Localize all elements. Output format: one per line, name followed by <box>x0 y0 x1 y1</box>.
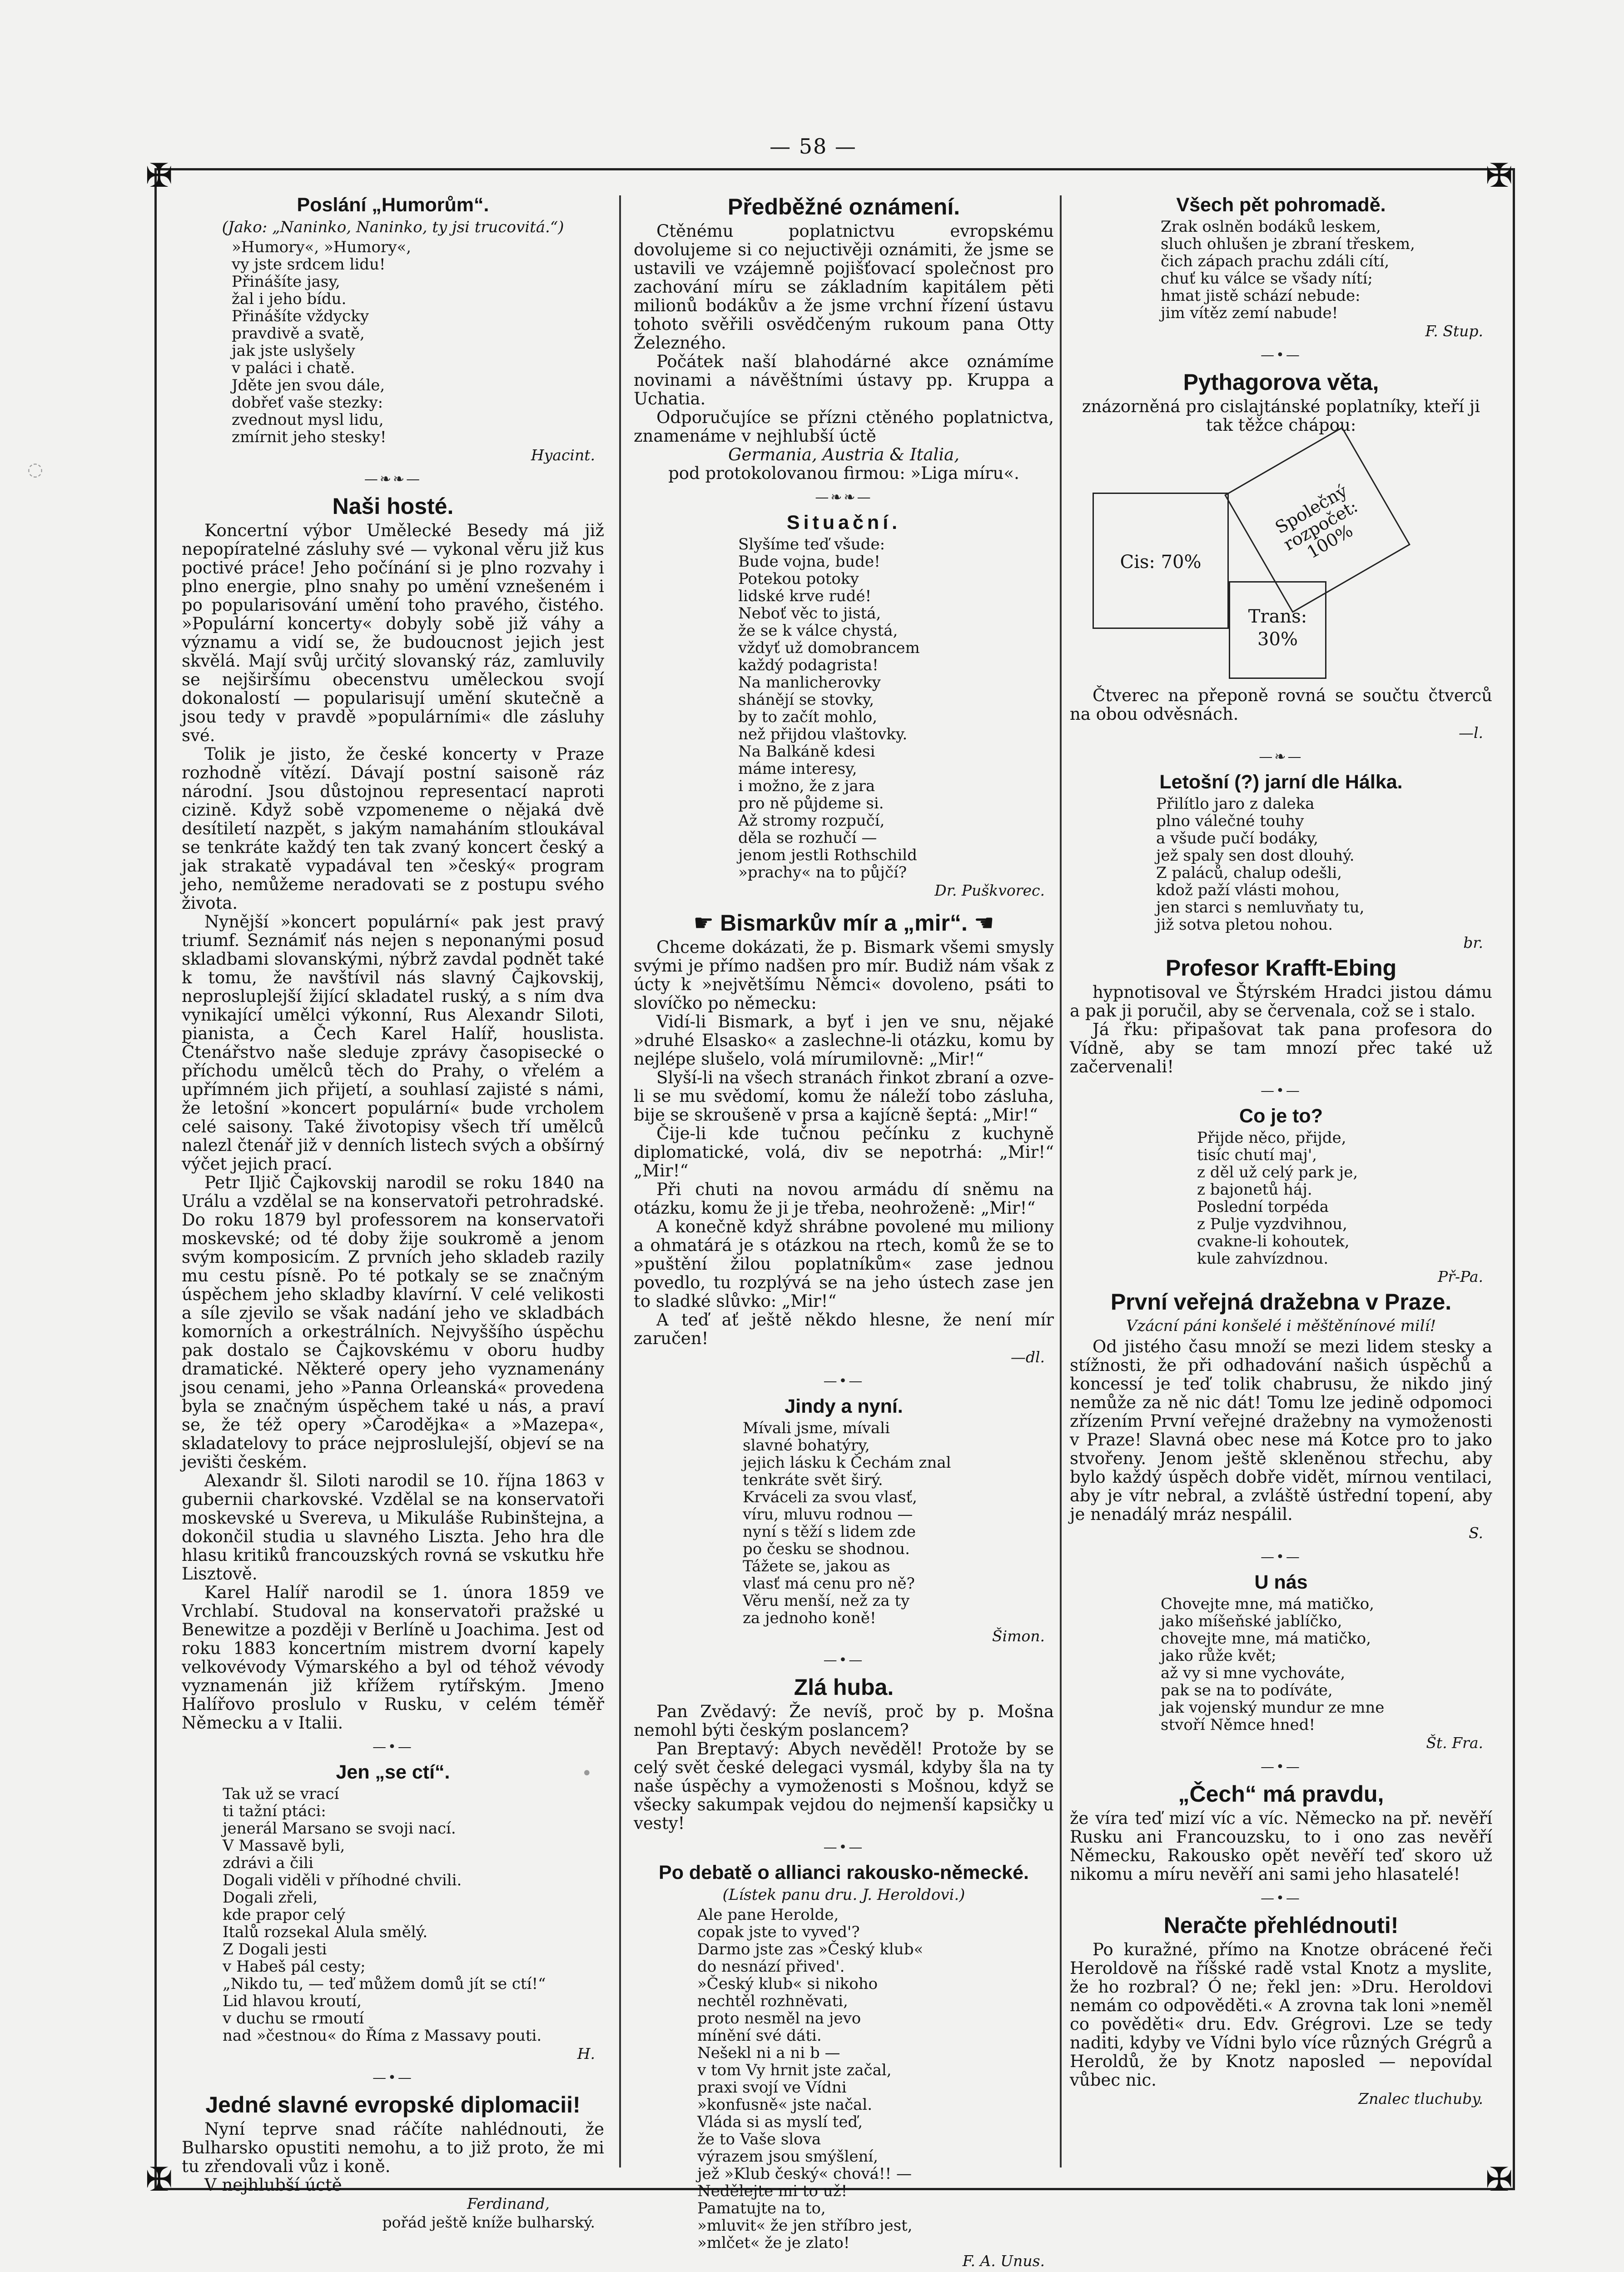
article-title: „Čech“ má pravdu, <box>1178 1781 1384 1807</box>
margin-stamp-mark: • <box>581 1763 592 1784</box>
article-title <box>634 910 1054 936</box>
verse-line: Věru menší, než za ty <box>743 1592 910 1610</box>
verse-line: do nesnází přived'. <box>697 1958 845 1976</box>
column-2 <box>634 191 1054 2270</box>
article-paragraph: Čtverec na přeponě rovná se součtu čtverců na obou odvěsnách. <box>1070 686 1492 724</box>
verse-line: tenkráte svět širý. <box>743 1471 883 1489</box>
verse-line: a všude pučí bodáky, <box>1156 829 1319 847</box>
verse-line: kdož paží vlásti mohou, <box>1156 881 1340 899</box>
pointing-hand-icon: ☛ <box>693 910 714 936</box>
section-divider: —•— <box>823 1839 864 1855</box>
article-paragraph: Při chuti na novou armádu dí sněmu na otázku, komu že ji je třeba, neohroženě: „Mir!“ <box>634 1180 1054 1218</box>
poem-verse <box>1070 1595 1492 1734</box>
poem-title: Jen „se ctí“. <box>336 1761 450 1783</box>
verse-line: Na manlicherovky <box>738 673 881 692</box>
article-title: První veřejná dražebna v Praze. <box>1110 1289 1452 1315</box>
verse-line: Z paláců, chalup odešli, <box>1156 864 1342 882</box>
verse-line: až vy si mne vychováte, <box>1161 1664 1346 1682</box>
article-paragraph: Nyní teprve snad ráčíte nahlédnouti, že Bulharsko opustiti nemohu, a to již proto, že mi tu zřendovali vůz i koně. <box>182 2119 604 2176</box>
section-divider: —•— <box>823 1373 864 1389</box>
verse-line: Tak už se vrací <box>223 1785 339 1803</box>
section-divider: —❧❧— <box>815 489 873 505</box>
verse-line: z děl už celý park je, <box>1197 1163 1358 1181</box>
verse-line: »Humory«, »Humory«, <box>232 238 412 256</box>
verse-line: Lid hlavou kroutí, <box>223 1992 362 2010</box>
verse-line: ti tažní ptáci: <box>223 1802 326 1820</box>
article-title: Jedné slavné evropské diplomacii! <box>205 2092 581 2118</box>
verse-line: lidské krve rudé! <box>738 587 872 605</box>
article-paragraph: Tolik je jisto, že české koncerty v Praze rozhodně vítězí. Dávají postní saisoně ráz národní. Jsou důstojnou representací naproti cizině. Když sobě vzpomeneme o nějaká dvě desítiletí nazpět, s jakým namaháním stloukával se tenkráte každý ten tak zvaný koncert český a jak strakatě vypadával ten »český« program jeho, nemůžeme neradovati se z postupu svého života. <box>182 744 604 913</box>
verse-line: copak jste to vyved'? <box>697 1923 860 1941</box>
author-signature: Šimon. <box>992 1627 1045 1645</box>
author-signature: br. <box>1463 934 1483 952</box>
verse-line: »mluvit« že jen stříbro jest, <box>697 2217 913 2235</box>
verse-line: vy jste srdcem lidu! <box>232 255 386 274</box>
verse-line: shánějí se stovky, <box>738 691 874 709</box>
verse-line: nyní s těží s lidem zde <box>743 1523 916 1541</box>
poem-verse <box>1070 1129 1492 1267</box>
verse-line: pravdivě a svatě, <box>232 324 365 343</box>
verse-line: dobřeť vaše stezky: <box>232 394 383 412</box>
verse-line: V Massavě byli, <box>223 1837 345 1855</box>
verse-line: jak jste uslyšely <box>232 342 355 360</box>
section-divider: —•— <box>823 1652 864 1668</box>
author-signature: Hyacint. <box>531 446 595 464</box>
verse-line: plno válečné touhy <box>1156 812 1304 830</box>
verse-line: Tážete se, jakou as <box>743 1557 890 1575</box>
article-paragraph: Karel Halíř narodil se 1. února 1859 ve Vrchlabí. Studoval na konservatoři pražské u Benewitze a později v Berlíně u Joachima. Jest od roku 1883 koncertním mistrem dvorní kapely velkovévody Výmarského a byl od téhož vévody vyznamenán již křížem rytířským. Jmeno Halířovo proslulo v Rusku, v celém téměř Německu a v Italii. <box>182 1583 604 1733</box>
verse-line: praxi svojí ve Vídni <box>697 2078 847 2097</box>
author-signature: F. A. Unus. <box>962 2252 1045 2270</box>
corner-ornament-icon: ✠ <box>1485 156 1513 194</box>
verse-line: jež spaly sen dost dlouhý. <box>1156 847 1355 865</box>
section-divider: —•— <box>1261 1890 1301 1906</box>
verse-line: Neboť věc to jistá, <box>738 604 881 623</box>
verse-line: Krváceli za svou vlasť, <box>743 1488 917 1506</box>
author-signature: S. <box>1469 1524 1483 1542</box>
verse-line: jim vítěz zemí nabude! <box>1161 304 1338 322</box>
column-1 <box>182 191 604 2232</box>
verse-line: žal i jeho bídu. <box>232 290 347 308</box>
verse-line: „Nikdo tu, — teď můžem domů jít se ctí!“ <box>223 1975 546 1993</box>
verse-line: hmat jistě schází nebude: <box>1161 287 1361 305</box>
article-paragraph: Odporučujíce se přízni ctěného poplatnictva, znamenáme v nejhlubší úctě <box>634 408 1054 446</box>
section-divider: —•— <box>1261 347 1301 363</box>
author-signature: Znalec tluchuby. <box>1358 2090 1483 2108</box>
article-body <box>634 938 1054 1348</box>
article-body <box>182 521 604 1732</box>
author-signature: Ferdinand, <box>467 2195 550 2212</box>
verse-line: Přinášíte jasy, <box>232 273 340 291</box>
poem-title: Poslání „Humorům“. <box>297 194 489 216</box>
verse-line: děla se rozhučí — <box>738 829 877 847</box>
verse-line: výrazem jsou smýšlení, <box>697 2147 879 2166</box>
article-paragraph: Vidí-li Bismark, a byť i jen ve snu, nějaké »druhé Elsasko« a zaslechne-li otázku, komu by nejlépe slušelo, volá mírumilovně: „Mir!“ <box>634 1012 1054 1069</box>
poem-verse <box>182 1785 604 2044</box>
verse-line: v paláci i chatě. <box>232 359 355 377</box>
author-signature: —l. <box>1458 724 1483 742</box>
article-body <box>1070 983 1492 1076</box>
verse-line: Mívali jsme, mívali <box>743 1419 890 1437</box>
verse-line: Dogali zřeli, <box>223 1888 318 1907</box>
author-signature: —dl. <box>1010 1348 1045 1366</box>
article-paragraph: Pan Zvědavý: Že nevíš, proč by p. Mošna nemohl býti českým poslancem? <box>634 1702 1054 1740</box>
verse-line: že to Vaše slova <box>697 2130 821 2148</box>
verse-line: máme interesy, <box>738 760 857 778</box>
verse-line: »prachy« na to půjčí? <box>738 863 907 882</box>
verse-line: Potekou potoky <box>738 570 859 588</box>
poem-verse <box>182 239 604 446</box>
article-paragraph: Od jistého času množí se mezi lidem stesky a stížnosti, že při odhadování našich úspěchů a koncessí je teď tolik chabrusu, že nikdo jiný nemůže za ně nic dát! Tomu lze jedině odpomoci zřízením První veřejné dražebny na vymoženosti v Praze! Slavná obec nese má Kotce pro to jako stvořeny. Jenom ještě skleněnou střechu, aby bylo každý úspěch dobře vidět, mírnou ventilaci, aby je vítr nebral, a zvláště ústřední topení, aby je nenadálý mráz nespálil. <box>1070 1337 1492 1524</box>
poem-verse <box>634 536 1054 881</box>
verse-line: Chovejte mne, má matičko, <box>1161 1595 1375 1613</box>
verse-line: jen starci s nemluvňaty tu, <box>1156 898 1365 917</box>
verse-line: pro ně půjdeme si. <box>738 794 884 812</box>
corner-ornament-icon: ✠ <box>1485 2160 1513 2198</box>
verse-line: stvoří Němce hned! <box>1161 1716 1316 1734</box>
section-divider: —•— <box>372 2070 413 2086</box>
poem-verse <box>1070 218 1492 322</box>
verse-line: než přijdou vlaštovky. <box>738 725 908 743</box>
verse-line: v duchu se rmoutí <box>223 2009 364 2028</box>
article-paragraph: Petr Iljič Čajkovskij narodil se roku 1840 na Urálu a vzdělal se na konservatoři petrohradské. Do roku 1879 byl professorem na konservatoři moskevské; od té doby žije soukromě a jenom svým komposicím. Z prvních jeho skladeb razily mu cestu písně. Po té potkaly se se značným úspěchem jeho skladby klavírní. V celé velikosti a síle zjevilo se však nadání jeho ve skladbách komorních a orkestrálních. Nejvyššího úspěchu pak dostalo se Čajkovskému v oboru hudby dramatické. Některé opery jeho vyznamenány jsou cenami, jeho »Panna Orleanská« provedena byla se značným úspěchem také u nás, a praví se, že též opery »Čarodějka« a »Mazepa«, skladatelovy to práce nejproslulejší, objeví se na jevišti českém. <box>182 1173 604 1472</box>
article-paragraph: Slyší-li na všech stranách řinkot zbraní a ozve-li se mu svědomí, komu že náleží tobo zásluha, bije se skroušeně v prsa a kajícně šeptá: „Mir!“ <box>634 1068 1054 1125</box>
article-title: Zlá huba. <box>794 1674 894 1700</box>
article-paragraph: A teď ať ještě někdo hlesne, že není mír zaručen! <box>634 1310 1054 1348</box>
verse-line: zdrávi a čili <box>223 1854 313 1872</box>
article-paragraph: Čije-li kde tučnou pečínku z kuchyně diplomatické, volá, div se nepotrhá: „Mir!“ „Mir!“ <box>634 1124 1054 1181</box>
verse-line: Dogali viděli v příhodné chvili. <box>223 1871 462 1889</box>
letter-closing: V nejhlubší úctě <box>204 2175 342 2195</box>
article-title: Pythagorova věta, <box>1183 369 1379 395</box>
verse-line: jako růže květ; <box>1161 1647 1276 1665</box>
verse-line: slavné bohatýry, <box>743 1436 870 1455</box>
poem-title: Jindy a nyní. <box>785 1395 903 1417</box>
article-subtitle: znázorněná pro cislajtánské poplatníky, kteří ji tak těžce chápou: <box>1082 397 1480 435</box>
verse-line: kde prapor celý <box>223 1906 346 1924</box>
verse-line: by to začít mohlo, <box>738 708 878 726</box>
firm-line: pod protokolovanou firmou: »Liga míru«. <box>668 463 1019 483</box>
verse-line: Italů rozsekal Alula smělý. <box>223 1923 428 1941</box>
verse-line: každý podagrista! <box>738 656 879 674</box>
poem-title: Situační. <box>786 512 901 533</box>
verse-line: jejich lásku k Čechám znal <box>743 1454 951 1472</box>
article-paragraph: že víra teď mizí víc a víc. Německo na př. nevěří Rusku ani Francouzsku, to i ono zas nevěří Německu, Rakousko opět nevěří teď skoro už nikomu a míru nevěří ani sami jeho hlasatelé! <box>1070 1809 1492 1884</box>
section-divider: —•— <box>1261 1083 1301 1099</box>
verse-line: chuť ku válce se všady nítí; <box>1161 269 1373 288</box>
verse-line: čich zápach prachu zdáli cítí, <box>1161 252 1390 270</box>
verse-line: »konfusně« jste načal. <box>697 2096 873 2114</box>
margin-stamp-mark: ◌ <box>27 459 43 480</box>
verse-line: nad »čestnou« do Říma z Massavy pouti. <box>223 2027 542 2045</box>
article-title: Naši hosté. <box>332 493 454 519</box>
poem-subtitle: (Lístek panu dru. J. Heroldovi.) <box>722 1886 965 1904</box>
verse-line: jenom jestli Rothschild <box>738 846 917 864</box>
poem-title: U nás <box>1254 1571 1308 1593</box>
verse-line: chovejte mne, má matičko, <box>1161 1629 1371 1648</box>
article-paragraph: A konečně když shrábne povolené mu miliony a ohmatárá je s otázkou na rtech, komů že se to »puštění žilou poplatníkům« zase jednou povedlo, tu rozplývá se na jeho ústech zase jen to sladké slůvko: „Mir!“ <box>634 1217 1054 1311</box>
poem-title: Po debatě o allianci rakousko-německé. <box>659 1862 1029 1883</box>
article-body <box>634 222 1054 445</box>
poem-title: Letošní (?) jarní dle Hálka. <box>1159 771 1403 793</box>
section-divider: —❧❧— <box>364 471 422 487</box>
verse-line: tisíc chutí maj', <box>1197 1146 1317 1164</box>
verse-line: zmírnit jeho stesky! <box>232 428 387 446</box>
verse-line: Ale pane Herolde, <box>697 1906 839 1924</box>
article-paragraph: Alexandr šl. Siloti narodil se 10. října 1863 v gubernii charkovské. Vzdělal se na konservatoři moskevské u Svereva, u Mikuláše Rubinštejna, a dokončil studia u slavného Liszta. Jeho hra dle hlasu kritiků francouzských rovná se vskutku hře Lisztově. <box>182 1471 604 1584</box>
section-divider: —•— <box>1261 1549 1301 1565</box>
verse-line: jak vojenský mundur ze mne <box>1161 1699 1385 1717</box>
article-subtitle: Vzácní páni konšelé i měštěnínové milí! <box>1126 1317 1436 1335</box>
verse-line: vždyť už domobrancem <box>738 639 920 657</box>
verse-line: »mlčet« že je zlato! <box>697 2234 850 2252</box>
article-paragraph: Chceme dokázati, že p. Bismark všemi smysly svými je přímo nadšen pro mír. Budiž nám však z úcty k »největšímu Němci« dovoleno, psáti to slovíčko po německu: <box>634 937 1054 1013</box>
pythagoras-diagram <box>1070 443 1492 679</box>
poem-subtitle: (Jako: „Naninko, Naninko, ty jsi trucovitá.“) <box>222 218 564 236</box>
verse-line: Přinášíte vždycky <box>232 307 369 325</box>
corner-ornament-icon: ✠ <box>145 2160 173 2198</box>
verse-line: mínění své dáti. <box>697 2027 822 2045</box>
article-title-text: Bismarkův mír a „mir“. <box>720 910 968 936</box>
verse-line: že se k válce chystá, <box>738 622 898 640</box>
verse-line: jako míšeňské jablíčko, <box>1161 1612 1342 1630</box>
verse-line: Nešekl ni a ni b — <box>697 2044 840 2062</box>
verse-line: cvakne-li kohoutek, <box>1197 1232 1350 1251</box>
verse-line: jenerál Marsano se svoji nací. <box>223 1819 456 1838</box>
verse-line: v Habeš pál cesty; <box>223 1958 366 1976</box>
poem-verse <box>634 1906 1054 2252</box>
verse-line: Darmo jste zas »Český klub« <box>697 1940 924 1958</box>
article-paragraph: Po kuražné, přímo na Knotze obrácené řeči Heroldově na říšské radě vstal Knotz a myslite, že ho rozbral? Ó ne; řekl jen: »Dru. Heroldovi nemám co odpověděti.« A zrovna tak loni »neměl co pověděti« dru. Edv. Grégrovi. Lze se tedy naditi, kdyby ve Vídni bylo více různých Grégrů a Heroldů, že by Knotz naposled — nepovídal vůbec nic. <box>1070 1940 1492 2090</box>
verse-line: Až stromy rozpučí, <box>738 812 885 830</box>
verse-line: již sotva pletou nohou. <box>1156 916 1333 934</box>
section-divider: —❧— <box>1259 749 1303 765</box>
verse-line: z Pulje vyzdvihnou, <box>1197 1215 1347 1233</box>
verse-line: po česku se shodnou. <box>743 1540 910 1558</box>
article-paragraph: Já řku: připašovat tak pana profesora do Vídně, aby se tam mnozí přec také už začervenali! <box>1070 1020 1492 1076</box>
square-trans-value: 30% <box>1257 629 1298 650</box>
poem-verse <box>634 1420 1054 1627</box>
verse-line: Bude vojna, bude! <box>738 553 880 571</box>
verse-line: Vláda si as myslí teď, <box>697 2113 863 2131</box>
verse-line: kule zahvízdnou. <box>1197 1250 1329 1268</box>
verse-line: nechtěl rozhněvati, <box>697 1992 848 2010</box>
verse-line: sluch ohlušen je zbraní třeskem, <box>1161 235 1415 253</box>
verse-line: proto nesměl na jevo <box>697 2009 861 2028</box>
verse-line: i možno, že z jara <box>738 777 875 795</box>
article-title: Profesor Krafft-Ebing <box>1165 955 1397 981</box>
column-3 <box>1070 191 1492 2108</box>
square-trans <box>1229 581 1326 679</box>
article-paragraph: Počátek naší blahodárné akce oznámíme novinami a návěštními ústavy pp. Kruppa a Uchatia. <box>634 352 1054 409</box>
square-cis-label: Cis: 70% <box>1120 552 1202 573</box>
article-title: Neračte přehlédnouti! <box>1163 1913 1399 1938</box>
author-signature: Št. Fra. <box>1426 1734 1483 1752</box>
article-title: Předběžné oznámení. <box>727 194 960 219</box>
section-divider: —•— <box>372 1739 413 1755</box>
corner-ornament-icon: ✠ <box>145 156 173 194</box>
article-paragraph: Nynější »koncert populární« pak jest pravý triumf. Seznámiť nás nejen s neponanými posud skladbami slovanskými, nýbrž zavdal podnět také k tomu, že navštívil nás slavný Čajkovskij, neprosluplejší žijící skladatel ruský, a s ním dva vynikající umělci výkonní, Rus Alexandr Siloti, pianista, a Čech Karel Halíř, houslista. Čtenářstvo naše sleduje zprávy časopisecké o příchodu umělců těch do Prahy, o vřelém a upřímném jich přijetí, a souhlasí zajisté s námi, že letošní »koncert populární« bude vrcholem celé saisony. Také životopisy všech tří umělců nalezl čtenář již v denních listech svých a obšírný výčet jejich prací. <box>182 912 605 1174</box>
verse-line: vlasť má cenu pro ně? <box>743 1574 915 1593</box>
author-signature: H. <box>577 2045 595 2063</box>
verse-line: »Český klub« si nikoho <box>697 1975 878 1993</box>
verse-line: Nedělejte mi to už! <box>697 2182 848 2200</box>
verse-line: Poslední torpéda <box>1197 1198 1329 1216</box>
poem-verse <box>1070 795 1492 933</box>
section-divider: —•— <box>1261 1759 1301 1775</box>
author-signature: F. Stup. <box>1425 322 1483 340</box>
verse-line: Z Dogali jesti <box>223 1940 327 1958</box>
verse-line: pak se na to podíváte, <box>1161 1681 1333 1699</box>
author-signature-title: pořád ještě kníže bulharský. <box>382 2213 595 2231</box>
author-signature: Př-Pa. <box>1437 1268 1483 1285</box>
article-paragraph: hypnotisoval ve Štýrském Hradci jistou dámu a pak ji poručil, aby se červenala, což se i stalo. <box>1070 982 1492 1021</box>
verse-line: Jděte jen svou dále, <box>232 376 385 394</box>
article-body <box>634 1702 1054 1833</box>
verse-line: za jednoho koně! <box>743 1609 876 1627</box>
verse-line: víru, mluvu rodnou — <box>743 1505 913 1524</box>
firm-names: Germania, Austria & Italia, <box>728 445 959 464</box>
author-signature: Dr. Puškvorec. <box>934 882 1045 899</box>
verse-line: Pamatujte na to, <box>697 2199 826 2217</box>
square-trans-label: Trans: <box>1248 606 1307 627</box>
verse-line: Na Balkáně kdesi <box>738 742 875 761</box>
poem-title: Všech pět pohromadě. <box>1176 194 1386 216</box>
verse-line: v tom Vy hrnit jste začal, <box>697 2061 892 2079</box>
article-paragraph: Ctěnému poplatnictvu evropskému dovolujeme si co nejuctivěji oznámiti, že jsme se ustavili ve vzájemně pojišťovací společnost pro zachování míru se základním kapitálem pěti milionů bodákův a že jsme vrchní řízení ústavu tohoto svěřili osvědčeným rukoum pana Otty Železného. <box>634 221 1054 353</box>
pointing-hand-icon: ☚ <box>973 910 994 936</box>
article-paragraph: Koncertní výbor Umělecké Besedy má již nepopíratelné zásluhy své — vykonal věru již kus poctivé práce! Jeho počínání si je plno rozvahy i plno energie, plno snahy po umění vznešeném i po popularisování umění toho pravého, čistého. »Populární koncerty« dobyly sobě již váhy a významu a vidí se, že budoucnost jejich jest skvělá. Mají svůj určitý slovanský ráz, zamluvily se nejširšímu obecenstvu uměleckou svojí dokonalostí — popularisují umění skutečně a jsou tedy v pravdě »populárními« dle zásluhy své. <box>182 521 604 745</box>
verse-line: jež »Klub český« chová!! — <box>697 2165 912 2183</box>
verse-line: z bajonetů háj. <box>1197 1181 1312 1199</box>
square-common-budget-label: Společný rozpočet: 100% <box>1271 480 1361 563</box>
page-number: — 58 — <box>770 134 857 159</box>
article-paragraph: Pan Breptavý: Abych nevěděl! Protože by se celý svět české delegaci vysmál, kdyby šla na ty naše úspěchy a vymoženosti s Mošnou, když se všecky sakumpak vejdou do nejmenší kapsičky u vesty! <box>634 1739 1054 1833</box>
verse-line: Slyšíme teď všude: <box>738 535 885 553</box>
verse-line: zvednout mysl lidu, <box>232 411 384 429</box>
verse-line: Přilítlo jaro z daleka <box>1156 795 1315 813</box>
square-cis <box>1093 493 1229 629</box>
column-rule <box>1060 195 1062 2167</box>
verse-line: Zrak oslněn bodáků leskem, <box>1161 218 1381 236</box>
verse-line: Přijde něco, přijde, <box>1197 1129 1346 1147</box>
poem-title: Co je to? <box>1239 1105 1323 1127</box>
column-rule <box>619 195 621 2167</box>
